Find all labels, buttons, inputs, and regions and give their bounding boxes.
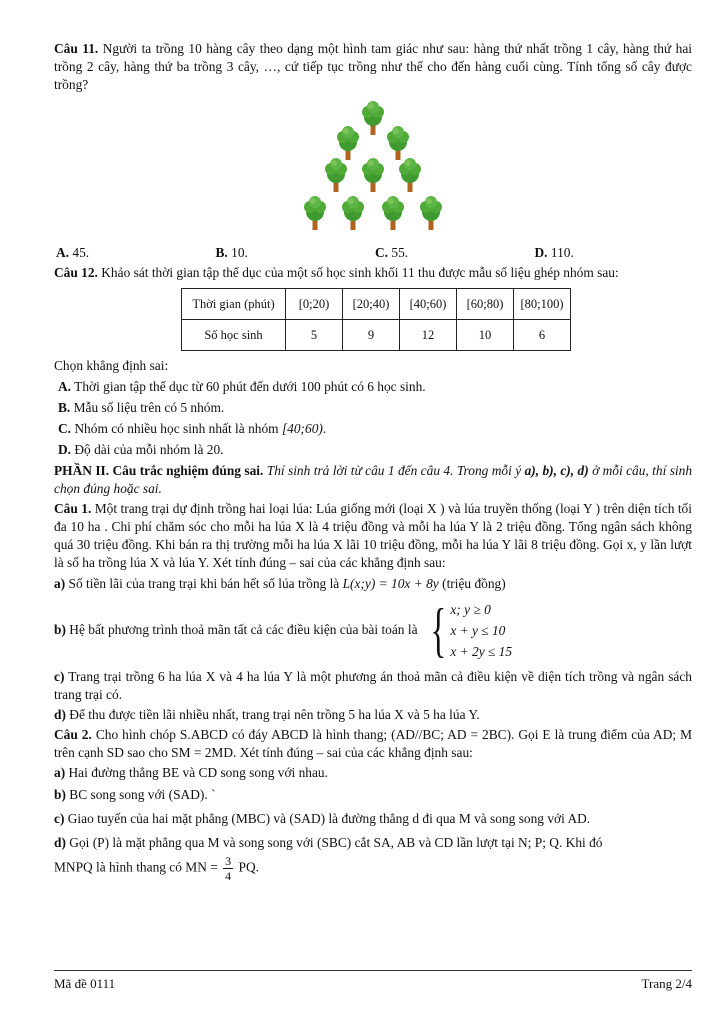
table-row: [182, 289, 571, 320]
tree-row3-2: [362, 158, 384, 192]
part-2-instruction-end: ở mỗi câu, thí sinh chọn đúng hoặc sai.: [54, 462, 693, 497]
option-d-letter: D.: [58, 441, 72, 457]
statement-1c-label: c): [54, 668, 65, 684]
choice-a-letter: A.: [56, 245, 70, 261]
table-header-students: Số học sinh: [182, 320, 286, 351]
inequality-system: [424, 599, 513, 662]
question-12: [54, 264, 692, 282]
page-number: Trang 2/4: [641, 976, 692, 991]
inequality-line: x; y ≥ 0: [450, 601, 491, 617]
table-cell-group: [0;20): [286, 289, 343, 320]
tree-row2-1: [337, 126, 359, 160]
choice-a-text: 45.: [72, 245, 90, 261]
part-2-letters: a), b), c), d): [524, 462, 589, 478]
statement-1a[interactable]: [54, 575, 692, 593]
table-row: [182, 320, 571, 351]
statement-2a-text: Hai đường thẳng BE và CD song song với nhau.: [68, 765, 328, 781]
table-cell-count: 9: [343, 320, 400, 351]
part-2-heading: [54, 462, 692, 498]
statement-1b-text: Hệ bất phương trình thoả mãn tất cả các điều kiện của bài toán là: [69, 622, 418, 638]
fraction-denominator: 4: [225, 869, 232, 884]
statement-2d[interactable]: [54, 834, 692, 852]
table-cell-count: 6: [514, 320, 571, 351]
question-11: [54, 40, 692, 94]
table-cell-count: 12: [400, 320, 457, 351]
part-2-title: PHẦN II. Câu trắc nghiệm đúng sai.: [54, 462, 264, 478]
part2-question-2: [54, 726, 692, 762]
part2-question-1-label: Câu 1.: [54, 501, 92, 517]
statement-1d-text: Để thu được tiền lãi nhiều nhất, trang trại nên trồng 5 ha lúa X và 5 ha lúa Y.: [69, 706, 480, 722]
choice-b-text: 10.: [231, 245, 248, 261]
question-11-choices: [54, 244, 692, 262]
table-cell-group: [60;80): [457, 289, 514, 320]
statement-2d-text: Gọi (P) là mặt phẳng qua M và song song với (SBC) cắt SA, AB và CD lần lượt tại N; P; Q. Khi đó: [69, 835, 603, 851]
tree-row1-1: [362, 101, 384, 135]
inequality-line: x + y ≤ 10: [450, 622, 506, 638]
statement-1b-label: b): [54, 622, 66, 638]
left-brace-icon: {: [429, 597, 446, 664]
tree-row2-2: [387, 126, 409, 160]
option-c[interactable]: [58, 420, 692, 438]
part-2-instruction: Thí sinh trả lời từ câu 1 đến câu 4. Trong mỗi ý: [266, 462, 522, 478]
statement-2a-label: a): [54, 765, 66, 781]
option-d[interactable]: [58, 441, 692, 459]
tree-row4-2: [342, 196, 364, 230]
statement-2b-text: BC song song với (SAD). `: [69, 787, 216, 803]
option-d-text: Độ dài của mỗi nhóm là 20.: [74, 441, 224, 457]
question-12-label: Câu 12.: [54, 265, 98, 281]
option-c-tail: .: [322, 420, 327, 436]
tree-triangle-illustration: [298, 100, 448, 240]
choice-c-text: 55.: [391, 245, 409, 261]
statement-1d[interactable]: [54, 706, 692, 724]
table-cell-count: 10: [457, 320, 514, 351]
statement-2d-text2: MNPQ là hình thang có MN =: [54, 860, 218, 876]
statement-2c-label: c): [54, 811, 65, 827]
option-a[interactable]: [58, 378, 692, 396]
page-content: [54, 40, 692, 885]
statement-1d-label: d): [54, 706, 66, 722]
fraction-three-quarters: [223, 854, 233, 883]
table-header-time: Thời gian (phút): [182, 289, 286, 320]
choice-d-text: 110.: [550, 245, 574, 261]
option-b-letter: B.: [58, 399, 71, 415]
statement-2b[interactable]: [54, 786, 692, 804]
statement-2d-continued: [54, 854, 692, 883]
tree-row4-4: [420, 196, 442, 230]
table-cell-group: [40;60): [400, 289, 457, 320]
question-12-prompt: Chọn khẳng định sai:: [54, 358, 169, 374]
option-c-math: [40;60): [281, 420, 323, 436]
statement-2d-label: d): [54, 835, 66, 851]
statement-2b-label: b): [54, 787, 66, 803]
choice-d[interactable]: [533, 244, 693, 262]
inequality-line: x + 2y ≤ 15: [450, 643, 513, 659]
question-12-text: Khảo sát thời gian tập thể dục của một số học sinh khối 11 thu được mẫu số liệu ghép nhóm sau:: [101, 265, 619, 281]
page-footer: [54, 970, 692, 993]
option-b[interactable]: [58, 399, 692, 417]
table-cell-group: [20;40): [343, 289, 400, 320]
statement-1b[interactable]: [54, 599, 692, 662]
statement-2c-text: Giao tuyến của hai mặt phẳng (MBC) và (SAD) là đường thẳng d đi qua M và song song với AD.: [67, 811, 591, 827]
statement-1c[interactable]: [54, 668, 692, 704]
choice-c[interactable]: [373, 244, 533, 262]
tree-row3-1: [325, 158, 347, 192]
statement-1a-tail: (triệu đồng): [442, 575, 506, 591]
table-cell-count: 5: [286, 320, 343, 351]
tree-row4-3: [382, 196, 404, 230]
option-a-letter: A.: [58, 378, 72, 394]
option-c-text: Nhóm có nhiều học sinh nhất là nhóm: [74, 420, 279, 436]
table-cell-group: [80;100): [514, 289, 571, 320]
part2-question-1-text: Một trang trại dự định trồng hai loại lúa: Lúa giống mới (loại X ) và lúa truyền thống (loại Y ) trên diện tích tối đa 10 ha . Chi phí chăm sóc cho mỗi ha lúa X là 4 triệu đồng và mỗi ha lúa Y là 2 triệu đồng. Tổng ngân sách không quá 30 triệu đồng. Khi bán ra thị trường mỗi ha lúa X lãi 10 triệu đồng, mỗi ha lúa Y lãi 8 triệu đồng. Gọi x, y lần lượt là số ha trồng lúa X và lúa Y. Xét tính đúng – sai của các khẳng định sau:: [54, 501, 692, 571]
grouped-data-table: [181, 288, 571, 351]
statement-2a[interactable]: [54, 764, 692, 782]
choice-d-letter: D.: [534, 245, 548, 261]
fraction-numerator: 3: [225, 854, 232, 869]
statement-1a-text: Số tiền lãi của trang trại khi bán hết số lúa trồng là: [68, 575, 340, 591]
question-11-label: Câu 11.: [54, 41, 99, 56]
choice-c-letter: C.: [375, 245, 389, 261]
option-b-text: Mẫu số liệu trên có 5 nhóm.: [73, 399, 225, 415]
part2-question-2-label: Câu 2.: [54, 726, 92, 742]
statement-2d-tail: PQ.: [238, 860, 259, 876]
statement-1a-label: a): [54, 575, 66, 591]
choice-b-letter: B.: [215, 245, 228, 261]
choice-a[interactable]: [54, 244, 214, 262]
part2-question-1: [54, 500, 692, 572]
tree-row4-1: [304, 196, 326, 230]
option-a-text: Thời gian tập thể dục từ 60 phút đến dưới 100 phút có 6 học sinh.: [74, 378, 426, 394]
statement-2c[interactable]: [54, 810, 692, 828]
option-c-letter: C.: [58, 420, 72, 436]
tree-row3-3: [399, 158, 421, 192]
statement-1c-text: Trang trại trồng 6 ha lúa X và 4 ha lúa Y là một phương án thoả mãn cả điều kiện về diện tích trồng và ngân sách trang trại có.: [54, 668, 692, 702]
part2-question-2-text: Cho hình chóp S.ABCD có đáy ABCD là hình thang; (AD//BC; AD = 2BC). Gọi E là trung điểm của AD; M trên cạnh SD sao cho SM = 2MD. Xét tính đúng – sai của các khẳng định sau:: [54, 726, 692, 760]
choice-b[interactable]: [214, 244, 374, 262]
question-11-text: Người ta trồng 10 hàng cây theo dạng một hình tam giác như sau: hàng thứ nhất trồng 1 cây, hàng thứ hai trồng 2 cây, hàng thứ ba trồng 3 cây, …, cứ tiếp tục trồng như thế cho đến hàng cuối cùng. Tính tổng số cây được trồng?: [54, 41, 692, 93]
exam-code: Mã đề 0111: [54, 976, 116, 991]
statement-1a-math: L(x;y) = 10x + 8y: [342, 575, 439, 591]
